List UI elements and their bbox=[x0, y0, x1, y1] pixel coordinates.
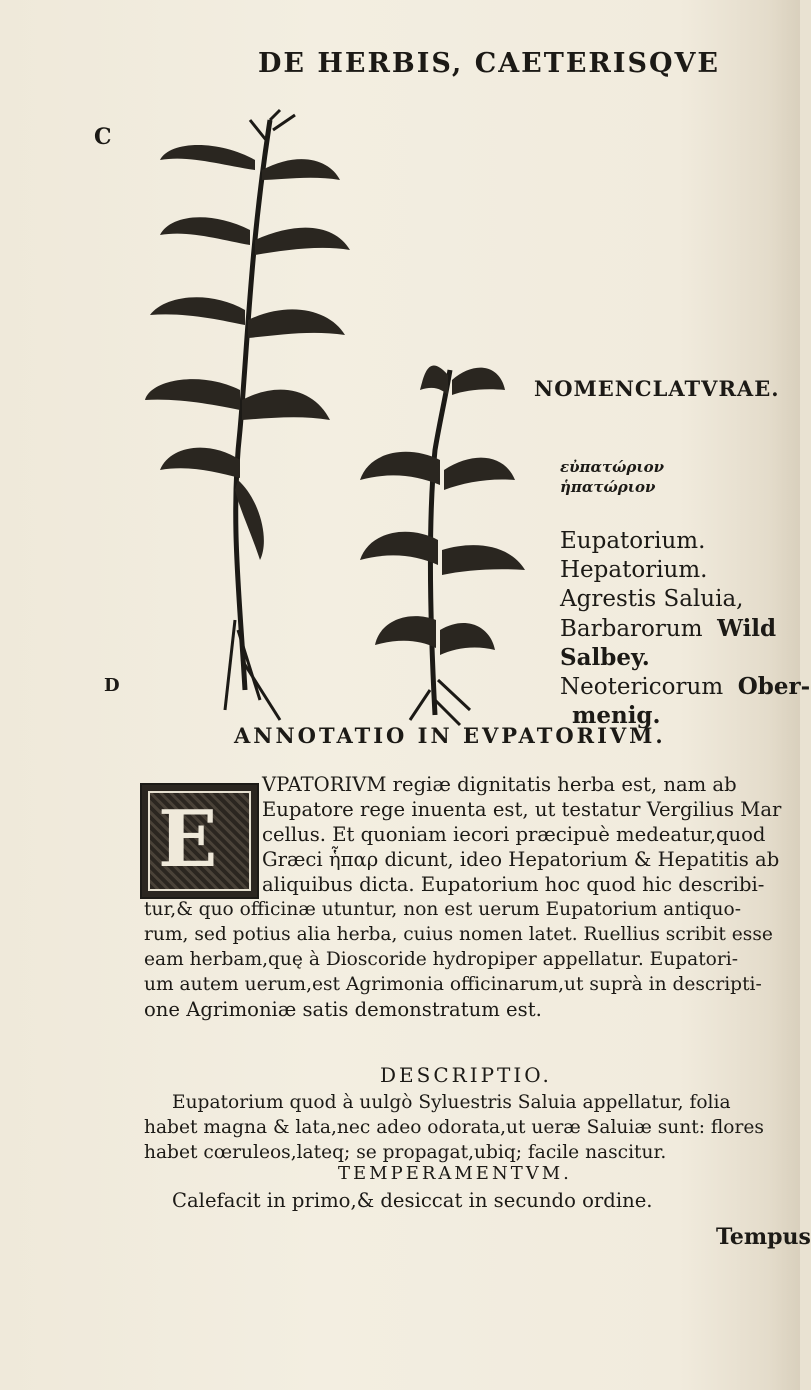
annotatio-title: ANNOTATIO IN EVPATORIVM. bbox=[234, 723, 666, 748]
name-entry bbox=[560, 614, 776, 644]
initial-letter: E bbox=[158, 794, 218, 885]
descriptio-line: Eupatorium quod à uulgò Syluestris Saluia appellatur, folia bbox=[172, 1092, 731, 1113]
descriptio-line: habet magna & lata,nec adeo odorata,ut ueræ Saluiæ sunt: flores bbox=[144, 1117, 764, 1138]
name-entry: Eupatorium. bbox=[560, 528, 706, 554]
annotatio-line: Græci ἧπαρ dicunt, ideo Hepatorium & Hepatitis ab bbox=[262, 848, 780, 871]
descriptio-title: DESCRIPTIO. bbox=[380, 1063, 552, 1087]
annotatio-line: tur,& quo officinæ utuntur, non est uerum Eupatorium antiquo- bbox=[144, 899, 741, 920]
annotatio-line: Eupatore rege inuenta est, ut testatur Vergilius Mar bbox=[262, 798, 782, 821]
eupatorium-woodcut-illustration bbox=[130, 100, 530, 730]
name-entry: Hepatorium. bbox=[560, 557, 708, 583]
temperamentum-line: Calefacit in primo,& desiccat in secundo ordine. bbox=[172, 1189, 653, 1212]
running-head: DE HERBIS, CAETERISQVE bbox=[258, 48, 721, 79]
annotatio-line: one Agrimoniæ satis demonstratum est. bbox=[144, 998, 542, 1021]
catchword: Tempus bbox=[716, 1224, 811, 1250]
greek-name: εὐπατώριον bbox=[560, 458, 665, 476]
margin-letter-c: C bbox=[94, 124, 112, 150]
annotatio-line: eam herbam,quę à Dioscoride hydropiper appellatur. Eupatori- bbox=[144, 949, 738, 970]
decorated-initial bbox=[140, 783, 259, 899]
descriptio-line: habet cœruleos,lateq; se propagat,ubiq; facile nascitur. bbox=[144, 1142, 667, 1163]
name-text: Neotericorum bbox=[560, 674, 724, 700]
annotatio-line: aliquibus dicta. Eupatorium hoc quod hic describi- bbox=[262, 873, 765, 896]
annotatio-line: rum, sed potius alia herba, cuius nomen latet. Ruellius scribit esse bbox=[144, 924, 773, 945]
german-name: Salbey. bbox=[560, 644, 650, 671]
temperamentum-title: TEMPERAMENTVM. bbox=[338, 1163, 572, 1184]
german-name: Wild bbox=[717, 615, 777, 642]
name-text: Barbarorum bbox=[560, 616, 703, 642]
name-entry bbox=[560, 672, 810, 702]
german-name: Ober- bbox=[737, 673, 811, 700]
nomenclatura-title: NOMENCLATVRAE. bbox=[534, 376, 780, 401]
name-entry: Agrestis Saluia, bbox=[560, 586, 744, 612]
annotatio-line: cellus. Et quoniam iecori præcipuè medeatur,quod bbox=[262, 823, 766, 846]
greek-name: ἡπατώριον bbox=[560, 478, 656, 496]
margin-letter-d: D bbox=[104, 675, 120, 696]
annotatio-line: VPATORIVM regiæ dignitatis herba est, nam ab bbox=[262, 773, 737, 796]
german-name: menig. bbox=[572, 702, 661, 729]
annotatio-line: um autem uerum,est Agrimonia officinarum,ut suprà in descripti- bbox=[144, 974, 762, 995]
